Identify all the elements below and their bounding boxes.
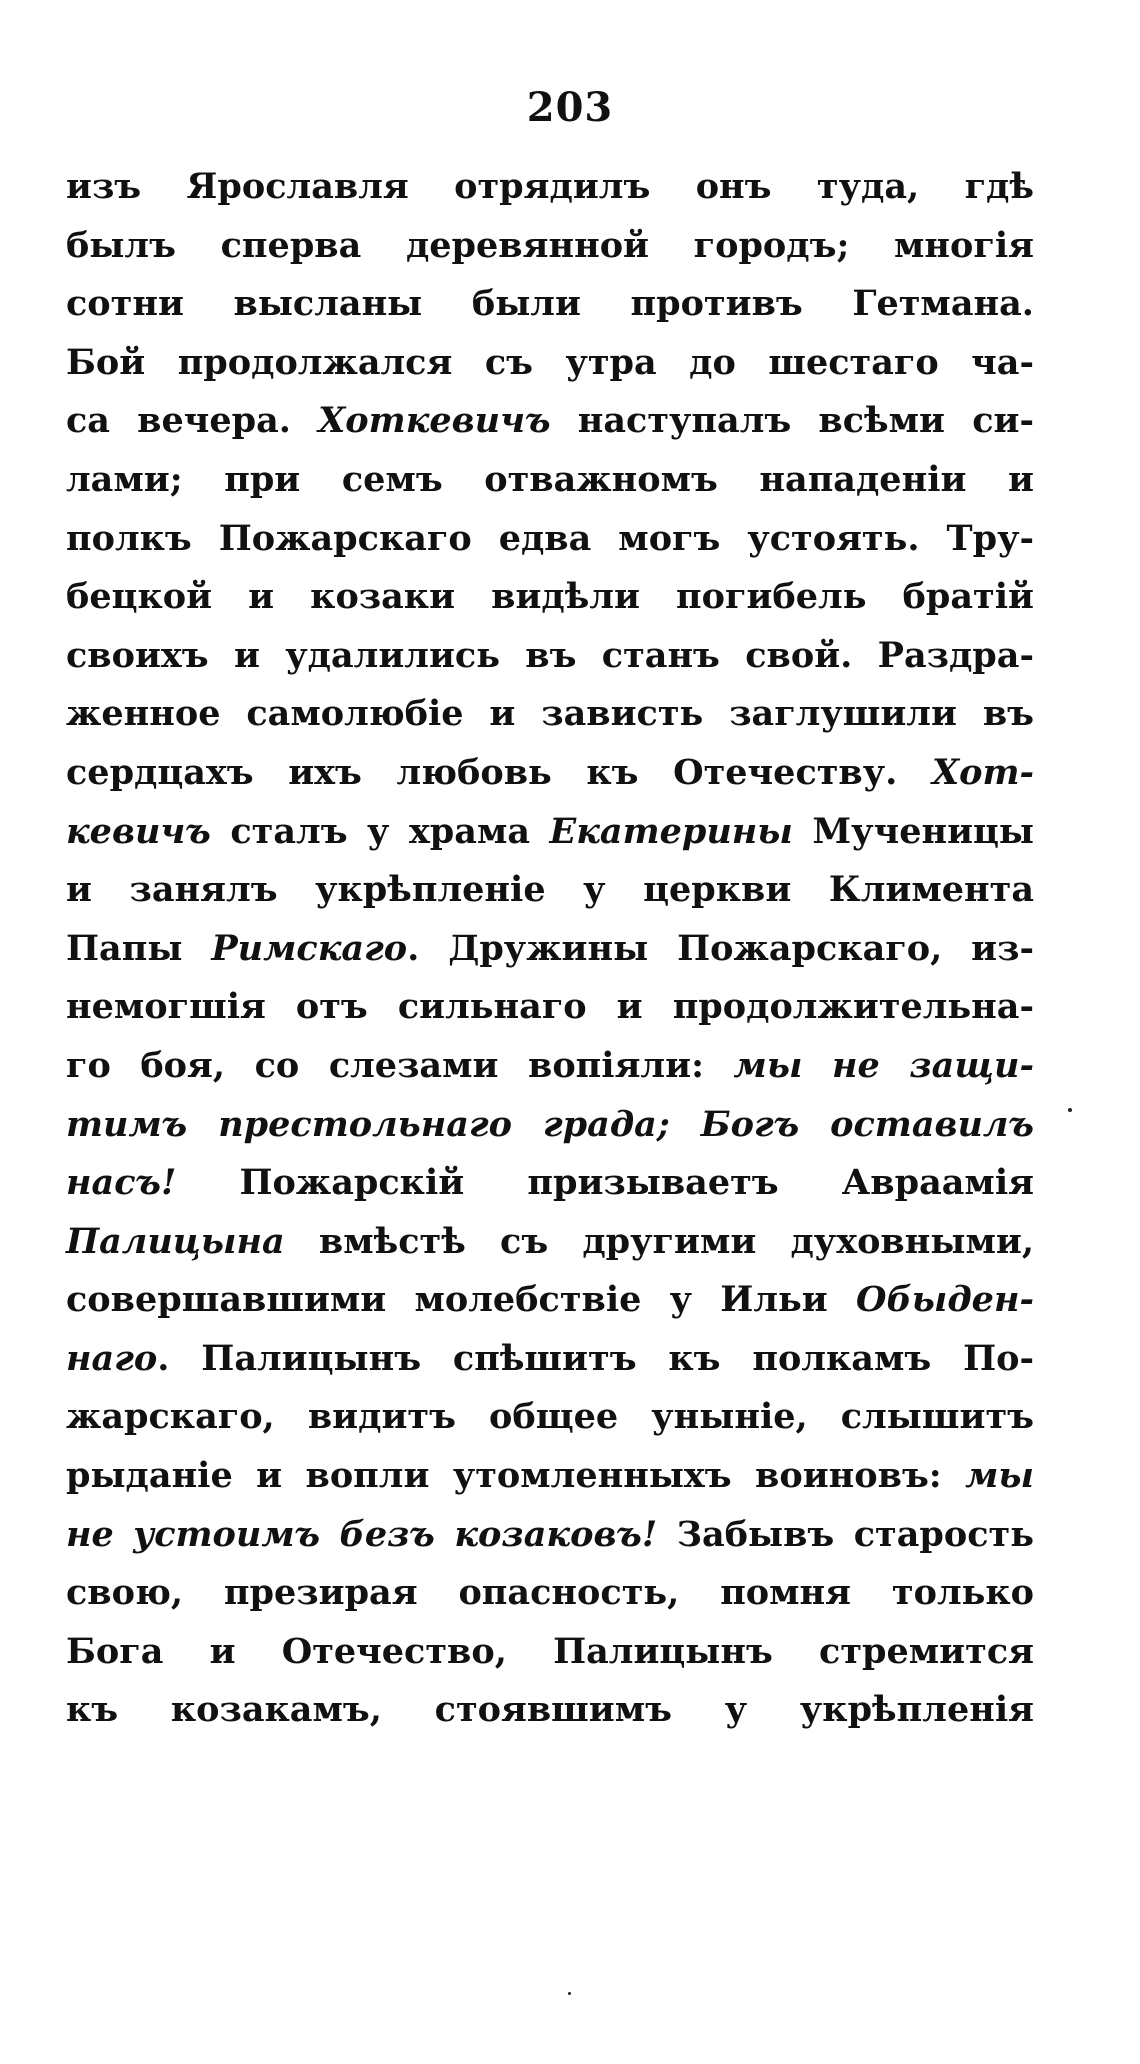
- text-segment: наступалъ всѣми си-: [550, 400, 1034, 442]
- italic-text: тимъ престольнаго града; Богъ оставилъ: [66, 1103, 1034, 1145]
- text-line: [66, 1623, 1034, 1682]
- text-segment: и занялъ укрѣпленіе у церкви Климента: [66, 869, 1034, 911]
- text-segment: своихъ и удалились въ станъ свой. Раздра-: [66, 634, 1034, 676]
- text-segment: полкъ Пожарскаго едва могъ устоять. Тру-: [66, 517, 1034, 559]
- text-segment: сталъ у храма: [210, 810, 550, 852]
- text-line: [66, 158, 1034, 217]
- text-segment: Забывъ старость: [657, 1513, 1034, 1555]
- text-segment: . Палицынъ спѣшитъ къ полкамъ По-: [157, 1337, 1034, 1379]
- italic-text: Екатерины: [549, 810, 793, 852]
- text-segment: къ козакамъ, стоявшимъ у укрѣпленія: [66, 1689, 1034, 1731]
- text-line: [66, 1271, 1034, 1330]
- italic-text: кевичъ: [66, 810, 211, 852]
- text-segment: сотни высланы были противъ Гетмана.: [66, 283, 1034, 325]
- text-segment: . Дружины Пожарскаго, из-: [407, 927, 1034, 969]
- text-segment: рыданіе и вопли утомленныхъ воиновъ:: [66, 1455, 966, 1497]
- text-line: [66, 1213, 1034, 1272]
- text-line: [66, 1154, 1034, 1213]
- text-segment: женное самолюбіе и зависть заглушили въ: [66, 693, 1034, 735]
- text-line: [66, 510, 1034, 569]
- text-line: [66, 451, 1034, 510]
- italic-text: Хоткевичъ: [318, 400, 551, 442]
- text-line: [66, 1096, 1034, 1155]
- text-segment: свою, презирая опасность, помня только: [66, 1572, 1034, 1614]
- text-line: [66, 1681, 1034, 1740]
- text-line: [66, 392, 1034, 451]
- text-line: [66, 1037, 1034, 1096]
- italic-text: насъ!: [66, 1162, 177, 1204]
- italic-text: Римскаго: [211, 927, 408, 969]
- text-segment: Бой продолжался съ утра до шестаго ча-: [66, 341, 1034, 383]
- italic-text: Хот-: [931, 751, 1034, 793]
- text-line: [66, 920, 1034, 979]
- text-segment: изъ Ярославля отрядилъ онъ туда, гдѣ: [66, 166, 1034, 207]
- text-line: [66, 1330, 1034, 1389]
- text-line: [66, 1447, 1034, 1506]
- text-segment: жарскаго, видитъ общее уныніе, слышитъ: [66, 1396, 1034, 1438]
- text-segment: бецкой и козаки видѣли погибель братій: [66, 576, 1034, 618]
- text-segment: вмѣстѣ съ другими духовными,: [284, 1220, 1034, 1262]
- text-segment: былъ сперва деревянной городъ; многія: [66, 224, 1034, 266]
- text-line: [66, 275, 1034, 334]
- page-number: 203: [526, 84, 614, 131]
- body-text: [66, 158, 1034, 1740]
- text-segment: са вечера.: [66, 400, 319, 442]
- text-segment: Бога и Отечество, Палицынъ стремится: [66, 1630, 1034, 1672]
- italic-text: мы: [965, 1455, 1034, 1497]
- text-segment: го боя, со слезами вопіяли:: [66, 1044, 734, 1086]
- text-segment: Мученицы: [792, 810, 1034, 852]
- italic-text: Обыден-: [855, 1279, 1034, 1321]
- ink-speck: [568, 1992, 571, 1995]
- text-line: [66, 744, 1034, 803]
- text-segment: Пожарскій призываетъ Авраамія: [176, 1162, 1034, 1204]
- text-segment: немогшія отъ сильнаго и продолжительна-: [66, 986, 1034, 1028]
- text-line: [66, 685, 1034, 744]
- text-line: [66, 1506, 1034, 1565]
- italic-text: Палицына: [66, 1220, 285, 1262]
- text-line: [66, 334, 1034, 393]
- text-line: [66, 1564, 1034, 1623]
- text-line: [66, 803, 1034, 862]
- text-segment: сердцахъ ихъ любовь къ Отечеству.: [66, 751, 932, 793]
- text-line: [66, 217, 1034, 276]
- italic-text: не устоимъ безъ козаковъ!: [66, 1513, 658, 1555]
- italic-text: мы не защи-: [733, 1044, 1035, 1086]
- text-line: [66, 568, 1034, 627]
- text-line: [66, 978, 1034, 1037]
- text-line: [66, 1388, 1034, 1447]
- text-segment: лами; при семъ отважномъ нападеніи и: [66, 458, 1034, 500]
- text-line: [66, 627, 1034, 686]
- ink-speck: [1068, 1108, 1072, 1112]
- text-segment: Папы: [66, 927, 212, 969]
- text-line: [66, 861, 1034, 920]
- text-segment: совершавшими молебствіе у Ильи: [66, 1279, 856, 1321]
- italic-text: наго: [66, 1337, 158, 1379]
